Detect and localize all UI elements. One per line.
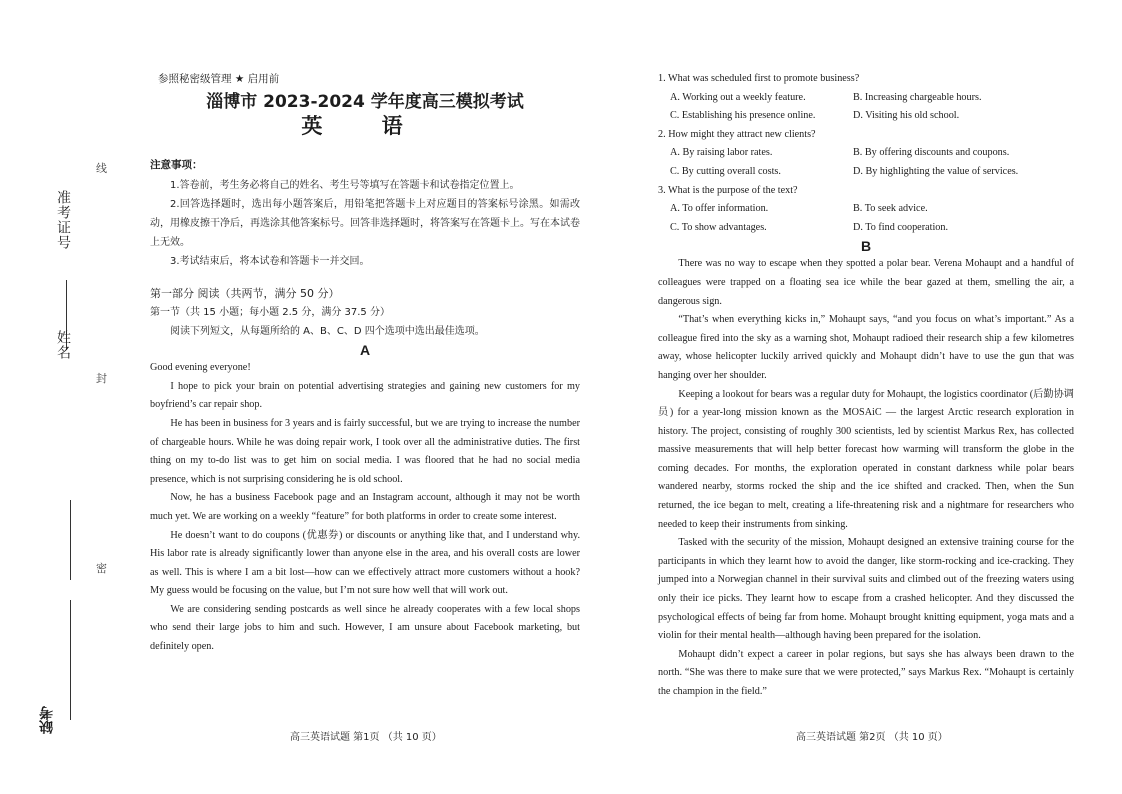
passage-paragraph: He doesn’t want to do coupons (优惠券) or discounts or anything like that, and I understand why. His labor rate is already significantly lower than anyone else in the area, and his overall costs are lower as well. This is where I am a bit lost—how can we effectively attract more customers without a hook? My guess would be focusing on the value, but I’m not sure how well that will work out.: [150, 529, 580, 597]
question-stem: 2. How might they attract new clients?: [658, 128, 816, 140]
subject-title: 英 语: [301, 114, 429, 139]
seal-line-word: 线: [96, 163, 107, 175]
option-a: A. Working out a weekly feature.: [670, 91, 806, 103]
page-2-footer: 高三英语试题 第2页 （共 10 页）: [796, 732, 948, 743]
option-d: D. Visiting his old school.: [853, 110, 960, 122]
seal-word: 封: [96, 373, 107, 385]
name-line: [70, 500, 71, 580]
part-heading: 第一部分 阅读（共两节，满分 50 分）: [150, 287, 340, 301]
exam-title: 淄博市 2023-2024 学年度高三模拟考试: [206, 91, 524, 112]
section-heading: 第一节（共 15 小题；每小题 2.5 分，满分 37.5 分）: [150, 306, 390, 318]
option-c: C. Establishing his presence online.: [670, 110, 816, 122]
name-label: 姓名: [55, 330, 70, 360]
passage-paragraph: We are considering sending postcards as well since he already cooperates with a few local shops who send their large jobs to him and such. However, I am unsure about Facebook marketing, but definitely open.: [150, 603, 580, 653]
confidential-marker: 参照秘密级管理 ★ 启用前: [158, 73, 280, 85]
question-2: [658, 126, 1074, 182]
question-stem: 1. What was scheduled first to promote business?: [658, 73, 860, 84]
notice-block: [150, 156, 580, 272]
absent-line: [70, 600, 71, 720]
option-a: A. To offer information.: [670, 203, 769, 215]
option-b: B. By offering discounts and coupons.: [853, 147, 1010, 159]
binding-margin: [30, 150, 140, 750]
notice-heading: 注意事项：: [150, 158, 203, 171]
page-2: [658, 70, 1074, 702]
question-1: [658, 70, 1074, 126]
secret-word: 密: [96, 563, 107, 575]
reading-instruction: 阅读下列短文，从每题所给的 A、B、C、D 四个选项中选出最佳选项。: [170, 325, 485, 337]
passage-paragraph: Now, he has a business Facebook page and an Instagram account, although it may not be worth much yet. We are working on a weekly “feature” for both platforms in order to create some interest.: [150, 492, 580, 522]
option-c: C. To show advantages.: [670, 221, 767, 233]
passage-paragraph: Tasked with the security of the mission, Mohaupt designed an extensive training course for the participants in which they learnt how to avoid the danger, like storm-rocking and ice-cracking. They jumped into a Norwegian channel in their survival suits and climbed out of the freezing waters using only their ice picks. They learnt how to escape from a crashed helicopter. And they discussed the psychological effects of being far from home. Mohaupt brought knitting equipment, yoga mats and a violin for their mental health—although having been prepared for the isolation.: [658, 537, 1074, 642]
notice-item: 2.回答选择题时，选出每小题答案后，用铅笔把答题卡上对应题目的答案标号涂黑。如需改动，用橡皮擦干净后，再选涂其他答案标号。回答非选择题时，将答案写在答题卡上。写在本试卷上无效。: [150, 199, 580, 249]
exam-number-label: 准考证号: [55, 190, 70, 250]
question-3: [658, 182, 1074, 238]
passage-paragraph: “That’s when everything kicks in,” Mohaupt says, “and you focus on what’s important.” As a colleague fired into the sky as a warning shot, Mohaupt radioed their research ship a few kilometres away, whose helicopter luckily arrived quickly and Mohaupt didn’t have to use the gun that was hanging over her shoulder.: [658, 314, 1074, 381]
passage-a-heading: A: [359, 342, 371, 359]
absent-label: 缺考: [40, 706, 55, 734]
passage-paragraph: Mohaupt didn’t expect a career in polar regions, but says she has always been drawn to the north. “She was there to make sure that we were protected,” says Markus Rex. “Mohaupt is certainly the champion in the field.”: [658, 648, 1074, 697]
notice-item: 3.考试结束后，将本试卷和答题卡一并交回。: [170, 256, 370, 268]
question-stem: 3. What is the purpose of the text?: [658, 184, 798, 196]
option-d: D. To find cooperation.: [853, 221, 949, 233]
passage-paragraph: There was no way to escape when they spotted a polar bear. Verena Mohaupt and a handful of colleagues were trapped on a floating sea ice while the bear gazed at them, smelling the air, a dangerous sign.: [658, 258, 1074, 307]
option-c: C. By cutting overall costs.: [670, 165, 781, 177]
passage-paragraph: He has been in business for 3 years and is fairly successful, but we are trying to increase the number of chargeable hours. While he was doing repair work, I took over all the administrative duties. The first thing on my to-do list was to get him on social media. I was floored that he had no social media presence, which is not surprising considering he is old school.: [150, 417, 580, 485]
passage-b-heading: B: [860, 238, 872, 255]
passage-paragraph: Keeping a lookout for bears was a regular duty for Mohaupt, the logistics coordinator (后勤协调员) for a year-long mission known as the MOSAiC — the largest Arctic research exploration in history. The project, consisting of roughly 300 scientists, led by scientist Markus Rex, has collected massive measurements that will help better forecast how warming will transform the globe in the coming decades. For months, the exploration operated in constant darkness while polar bears wandered nearby, storms rocked the ship and the ice shifted and cracked. Then, when the Sun returned, the ice began to melt, creating a life-threatening risk and a nightmare for researchers who needed to keep their instruments from sinking.: [658, 388, 1074, 530]
passage-paragraph: I hope to pick your brain on potential advertising strategies and gaining new customers for my boyfriend’s car repair shop.: [150, 380, 580, 411]
notice-item: 1.答卷前，考生务必将自己的姓名、考生号等填写在答题卡和试卷指定位置上。: [170, 180, 520, 192]
letter-greeting: Good evening everyone!: [150, 362, 251, 374]
option-b: B. To seek advice.: [853, 203, 928, 215]
page-1-footer: 高三英语试题 第1页 （共 10 页）: [290, 732, 442, 743]
option-b: B. Increasing chargeable hours.: [853, 91, 982, 103]
option-a: A. By raising labor rates.: [670, 147, 773, 159]
option-d: D. By highlighting the value of services.: [853, 165, 1019, 177]
page-1: [150, 70, 580, 657]
